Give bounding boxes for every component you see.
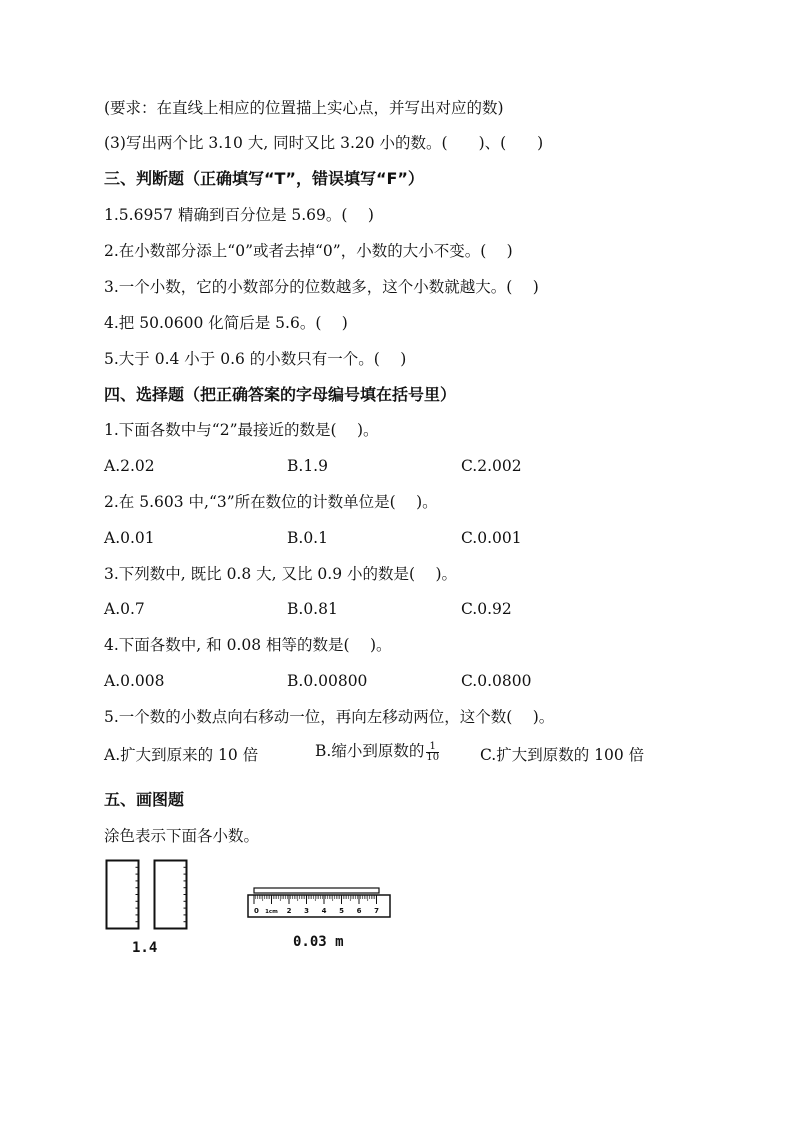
section-5-title: 五、画图题 xyxy=(104,790,185,809)
choice-3-option-a: A.0.7 xyxy=(104,600,145,618)
meter-bar xyxy=(254,888,379,893)
ruler-label: 1cm xyxy=(265,909,278,915)
choice-4-option-b: B.0.00800 xyxy=(287,672,368,690)
choice-5-option-c: C.扩大到原数的 100 倍 xyxy=(480,746,645,764)
ruler-label: 6 xyxy=(356,907,362,915)
figure-2-caption: 0.03 m xyxy=(293,934,344,950)
ruler-tick-marks xyxy=(254,895,377,904)
section-3-title: 三、判断题（正确填写“T”，错误填写“F”） xyxy=(104,169,424,188)
choice-5-option-a: A.扩大到原来的 10 倍 xyxy=(104,746,259,764)
judge-item-4: 4.把 50.0600 化简后是 5.6。( ) xyxy=(104,314,348,332)
ruler-label: 7 xyxy=(374,907,379,915)
judge-item-1: 1.5.6957 精确到百分位是 5.69。( ) xyxy=(104,206,374,224)
divided-rectangle xyxy=(155,861,187,929)
whole-rectangle xyxy=(107,861,139,929)
choice-2-option-b: B.0.1 xyxy=(287,529,328,547)
choice-4-option-a: A.0.008 xyxy=(104,672,165,690)
figure-ruler xyxy=(246,886,394,922)
choice-5-option-b xyxy=(315,741,441,763)
choice-1-option-b: B.1.9 xyxy=(287,457,328,475)
ruler-label: 0 xyxy=(254,907,259,915)
choice-3-option-b: B.0.81 xyxy=(287,600,338,618)
choice-4-option-c: C.0.0800 xyxy=(461,672,532,690)
choice-1-option-a: A.2.02 xyxy=(104,457,155,475)
ruler-label: 3 xyxy=(304,907,309,915)
choice-question-5: 5.一个数的小数点向右移动一位，再向左移动两位，这个数( )。 xyxy=(104,708,555,726)
choice-question-4: 4.下面各数中, 和 0.08 相等的数是( )。 xyxy=(104,636,392,654)
question-3: (3)写出两个比 3.10 大, 同时又比 3.20 小的数。( )、( ) xyxy=(104,134,544,152)
choice-question-2: 2.在 5.603 中,“3”所在数位的计数单位是( )。 xyxy=(104,493,438,511)
choice-question-3: 3.下列数中, 既比 0.8 大, 又比 0.9 小的数是( )。 xyxy=(104,565,458,583)
section-4-title: 四、选择题（把正确答案的字母编号填在括号里） xyxy=(104,385,457,404)
figure-rectangles xyxy=(104,858,196,934)
fraction-denominator: 10 xyxy=(426,751,440,763)
choice-1-option-c: C.2.002 xyxy=(461,457,522,475)
fraction-numerator: 1 xyxy=(426,742,439,753)
judge-item-3: 3.一个小数，它的小数部分的位数越多，这个小数就越大。( ) xyxy=(104,278,539,296)
ruler-label: 5 xyxy=(339,907,344,915)
choice-2-option-c: C.0.001 xyxy=(461,529,522,547)
judge-item-2: 2.在小数部分添上“0”或者去掉“0”，小数的大小不变。( ) xyxy=(104,242,513,260)
ruler-label: 4 xyxy=(321,907,327,915)
fraction-one-tenth xyxy=(426,742,439,763)
requirement-note: (要求：在直线上相应的位置描上实心点，并写出对应的数) xyxy=(104,99,504,117)
judge-item-5: 5.大于 0.4 小于 0.6 的小数只有一个。( ) xyxy=(104,350,407,368)
ruler-label: 2 xyxy=(286,907,292,915)
choice-5-option-b-text: B.缩小到原数的 xyxy=(315,742,425,760)
section-5-instruction: 涂色表示下面各小数。 xyxy=(104,827,260,845)
choice-3-option-c: C.0.92 xyxy=(461,600,512,618)
figure-1-caption: 1.4 xyxy=(132,940,158,956)
ruler-labels xyxy=(254,907,379,915)
choice-2-option-a: A.0.01 xyxy=(104,529,155,547)
choice-question-1: 1.下面各数中与“2”最接近的数是( )。 xyxy=(104,421,379,439)
